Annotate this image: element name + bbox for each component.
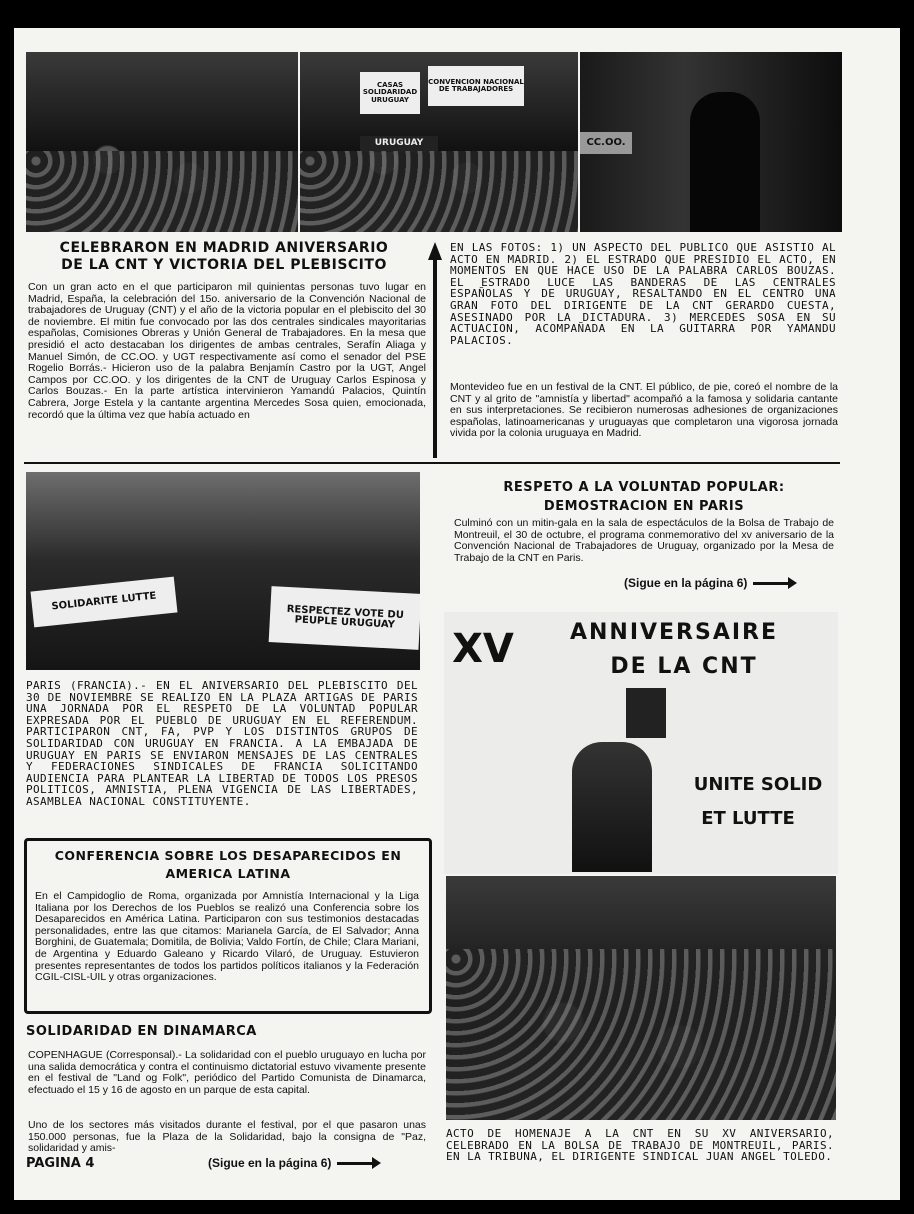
respeto-headline <box>454 478 834 516</box>
photo-paris-march <box>26 472 420 670</box>
respeto-article-body: Culminó con un mitin-gala en la sala de espectáculos de la Bolsa de Trabajo de Montreuil, el 30 de octubre, el programa conmemorativo del xv aniversario de la Convención Nacional de Trabajadores de Uruguay, organizado por la Mesa de Trabajo de la CNT en Paris. <box>454 517 834 564</box>
march-banner-right: RESPECTEZ VOTE DU PEUPLE URUGUAY <box>269 586 420 650</box>
section-divider <box>24 462 840 464</box>
poster-et-lutte: ET LUTTE <box>701 807 795 829</box>
madrid-article-continued: Montevideo fue en un festival de la CNT. El público, de pie, coreó el nombre de la CNT y al grito de "amnistía y libertad" acompañó a la famosa y solidaria cantante en sus interpretaciones. Se recibieron numerosas adhesiones de organizaciones españolas, latinoamericanas y uruguayas que completaron una vigorosa jornada vivida por la colonia uruguaya en Madrid. <box>450 381 838 440</box>
newspaper-page <box>14 28 900 1200</box>
conferencia-headline-line-2: AMERICA LATINA <box>165 866 291 881</box>
madrid-article-body: Con un gran acto en el que participaron mil quinientas personas tuvo lugar en Madrid, España, la celebración del 15o. aniversario de la Convención Nacional de trabajadores de Uruguay (CNT) y el año de la victoria popular en el plebiscito del 30 de noviembre. El mitin fue convocado por las dos centrales sindicales mayoritarias españolas, Comisiones Obreras y Unión General de Trabajadores. En la mesa que presidió el acto destacaban los dirigentes de ambas centrales, Serafín Aliaga y Manuel Simón, de CC.OO. y UGT respectivamente así como el senador del PSE Rogelio Borrás.- Hicieron uso de la palabra Benjamín Castro por la UGT, Angel Campos por CC.OO. y los dirigentes de la CNT de Uruguay Carlos Espinosa y Carlos Bouzas.- En la parte artística intervinieron Yamandú Palacios, Quintín Cabrera, Jorge Estela y la cantante argentina Mercedes Sosa quien, emocionada, recordó que la última vez que había actuado en <box>28 281 426 421</box>
photo-montreuil-audience <box>446 876 836 1120</box>
march-banner-left: SOLIDARITE LUTTE <box>31 577 178 628</box>
page-number: PAGINA 4 <box>26 1156 95 1171</box>
respeto-continued <box>624 576 791 590</box>
right-arrow-icon <box>753 582 791 585</box>
respeto-headline-line-1: RESPETO A LA VOLUNTAD POPULAR: <box>503 480 785 495</box>
madrid-headline-line-1: CELEBRARON EN MADRID ANIVERSARIO <box>59 240 389 256</box>
montreuil-caption: ACTO DE HOMENAJE A LA CNT EN SU XV ANIVERSARIO, CELEBRADO EN LA BOLSA DE TRABAJO DE MONTREUIL, PARIS. EN LA TRIBUNA, EL DIRIGENTE SINDICAL JUAN ANGEL TOLEDO. <box>446 1127 834 1164</box>
dinamarca-headline: SOLIDARIDAD EN DINAMARCA <box>26 1024 257 1039</box>
poster-de-la-cnt: DE LA CNT <box>610 654 758 680</box>
madrid-headline <box>54 240 394 274</box>
stage-banner-right: CONVENCION NACIONAL DE TRABAJADORES <box>428 66 524 106</box>
conferencia-article-body: En el Campidoglio de Roma, organizada por Amnistía Internacional y la Liga Italiana por los Derechos de los Pueblos se realizó una Conferencia sobre los Desaparecidos en América Latina. Participaron con sus testimonios destacadas personalidades, entre las que citamos: Marianela García, de El Salvador; Anna Borghini, de Guatemala; Domitila, de Bolivia; Valdo Fortín, de Chile; Clara Mariani, de Argentina y Eduardo Galeano y Ricardo Vilaró, de Uruguay. Estuvieron presentes representantes de todos los partidos políticos italianos y la Federación CGIL-CISL-UIL y otras organizaciones. <box>35 890 419 984</box>
stage-banner-left: CASAS SOLIDARIDAD URUGUAY <box>360 72 420 114</box>
dinamarca-article-body-1: COPENHAGUE (Corresponsal).- La solidaridad con el pueblo uruguayo en lucha por una salida democrática y contra el continuismo dictatorial estuvo vivamente presente en el festival de "Land og Folk", periódico del Partido Comunista de Dinamarca, efectuado el 15 y 16 de agosto en un parque de esta capital. <box>28 1049 426 1096</box>
up-arrow-icon <box>428 242 442 460</box>
paris-caption: PARIS (FRANCIA).- EN EL ANIVERSARIO DEL PLEBISCITO DEL 30 DE NOVIEMBRE SE REALIZO EN LA PLAZA ARTIGAS DE PARIS UNA JORNADA POR EL RESPETO DE LA VOLUNTAD POPULAR EXPRESADA POR EL PUEBLO DE URUGUAY EN EL REFERENDUM. PARTICIPARON CNT, FA, PVP Y LOS DISTINTOS GRUPOS DE SOLIDARIDAD CON URUGUAY EN FRANCIA. A LA EMBAJADA DE URUGUAY EN PARIS SE ENVIARON MENSAJES DE LAS CENTRALES Y FEDERACIONES SINDICALES DE FRANCIA SOLICITANDO AUDIENCIA PARA PLANTEAR LA LIBERTAD DE TODOS LOS PRESOS POLITICOS, AMNISTIA, PLENA VIGENCIA DE LAS LIBERTADES, ASAMBLEA NACIONAL CONSTITUYENTE. <box>26 679 418 808</box>
dinamarca-continued <box>208 1156 375 1170</box>
conferencia-headline <box>27 847 429 883</box>
right-arrow-icon-2 <box>337 1162 375 1165</box>
madrid-photos-caption: EN LAS FOTOS: 1) UN ASPECTO DEL PUBLICO QUE ASISTIO AL ACTO EN MADRID. 2) EL ESTRADO QUE PRESIDIO EL ACTO, EN MOMENTOS EN QUE HACE USO DE LA PALABRA CARLOS BOUZAS. EL ESTRADO LUCE LAS BANDERAS DE LAS CENTRALES ESPAÑOLAS Y DE URUGUAY, RESALTANDO EN EL CENTRO UNA GRAN FOTO DEL DIRIGENTE DE LA CNT GERARDO CUESTA, ASESINADO POR LA DICTADURA. 3) MERCEDES SOSA EN SU ACTUACION, ACOMPAÑADA EN LA GUITARRA POR YAMANDU PALACIOS. <box>450 241 836 347</box>
stage-sign-uruguay: URUGUAY <box>360 136 438 152</box>
respeto-headline-line-2: DEMOSTRACION EN PARIS <box>543 499 745 514</box>
dinamarca-article-body-2: Uno de los sectores más visitados durante el festival, por el que pasaron unas 150.000 personas, fue la Plaza de la Solidaridad, bajo la consigna de "Paz, solidaridad y amis- <box>28 1119 426 1155</box>
photo-mercedes-sosa <box>580 52 842 232</box>
dinamarca-continued-text: (Sigue en la página 6) <box>208 1156 332 1170</box>
photo-anniversary-poster <box>444 612 838 874</box>
madrid-headline-line-2: DE LA CNT Y VICTORIA DEL PLEBISCITO <box>61 257 387 273</box>
conferencia-headline-line-1: CONFERENCIA SOBRE LOS DESAPARECIDOS EN <box>54 848 402 863</box>
photo-madrid-audience <box>26 52 298 232</box>
poster-xv: XV <box>452 626 514 672</box>
conferencia-box <box>24 838 432 1014</box>
poster-unite-solid: UNITE SOLID <box>693 773 823 795</box>
photo-madrid-stage <box>300 52 578 232</box>
singer-sign-ccoo: CC.OO. <box>580 132 632 154</box>
poster-anniversaire: ANNIVERSAIRE <box>569 620 779 646</box>
respeto-continued-text: (Sigue en la página 6) <box>624 576 748 590</box>
